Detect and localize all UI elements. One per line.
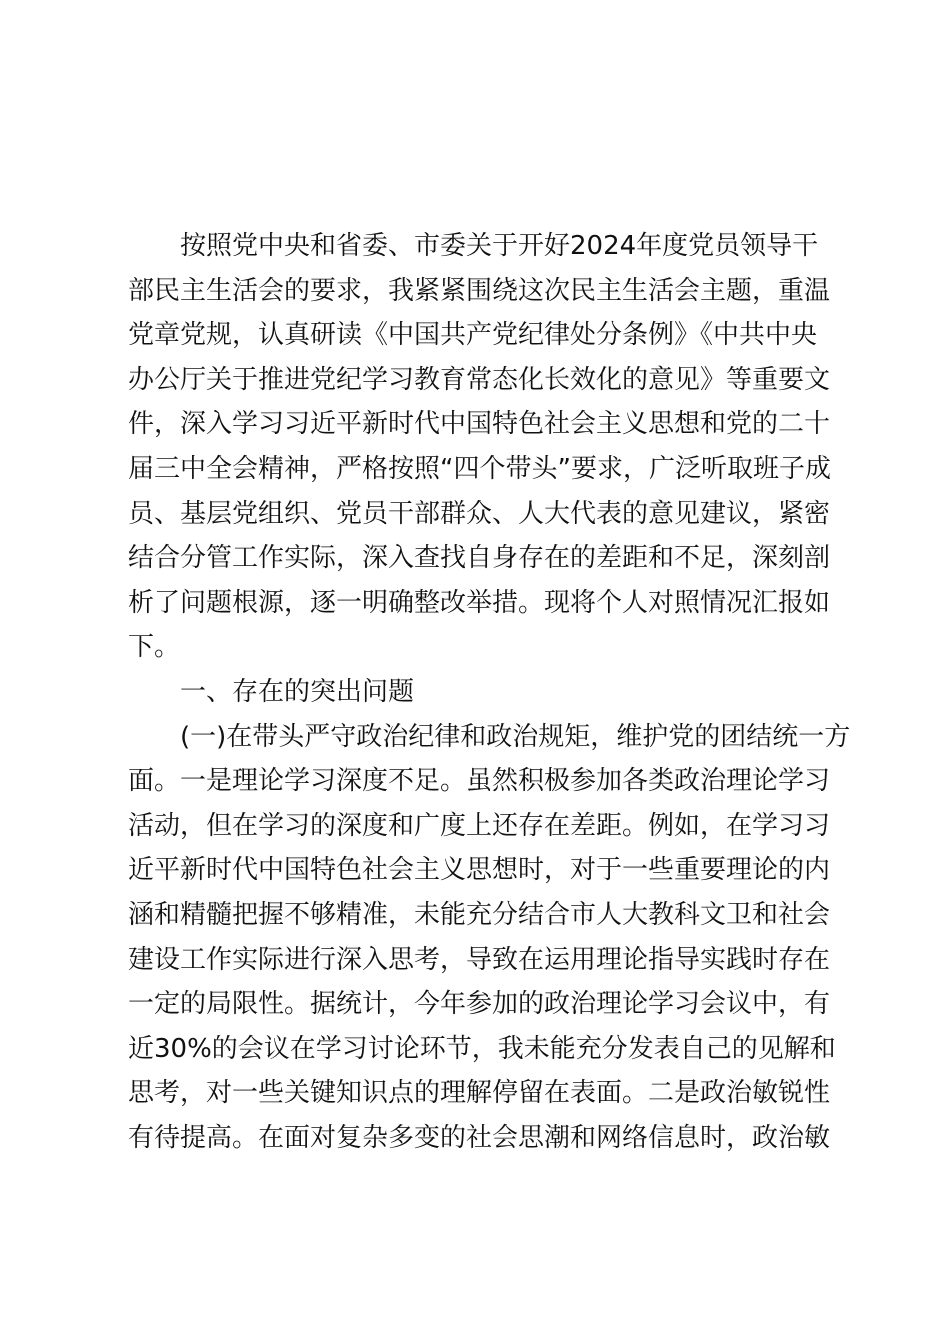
text-line: 办公厅关于推进党纪学习教育常态化长效化的意见》等重要文 — [128, 364, 831, 395]
text-line: 部民主生活会的要求，我紧紧围绕这次民主生活会主题，重温 — [128, 275, 831, 306]
text-line: 思考，对一些关键知识点的理解停留在表面。二是政治敏锐性 — [128, 1078, 831, 1109]
text-line: 析了问题根源，逐一明确整改举措。现将个人对照情况汇报如 — [128, 587, 831, 618]
text-line: 近30%的会议在学习讨论环节，我未能充分发表自己的见解和 — [128, 1033, 836, 1064]
text-line: 有待提高。在面对复杂多变的社会思潮和网络信息时，政治敏 — [128, 1122, 831, 1153]
text-line: (一)在带头严守政治纪律和政治规矩，维护党的团结统一方 — [180, 721, 851, 752]
text-line: 员、基层党组织、党员干部群众、人大代表的意见建议，紧密 — [128, 498, 831, 529]
text-line: 涵和精髓把握不够精准，未能充分结合市人大教科文卫和社会 — [128, 899, 831, 930]
text-line: 件，深入学习习近平新时代中国特色社会主义思想和党的二十 — [128, 409, 831, 440]
text-line: 近平新时代中国特色社会主义思想时，对于一些重要理论的内 — [128, 855, 831, 886]
text-line: 建设工作实际进行深入思考，导致在运用理论指导实践时存在 — [128, 944, 831, 975]
text-line: 一定的局限性。据统计，今年参加的政治理论学习会议中，有 — [128, 989, 831, 1020]
document-body — [128, 224, 851, 1160]
text-line: 一、存在的突出问题 — [180, 676, 415, 707]
text-line: 活动，但在学习的深度和广度上还存在差距。例如，在学习习 — [128, 810, 831, 841]
text-line: 党章党规，认真研读《中国共产党纪律处分条例》《中共中央 — [128, 320, 818, 351]
text-line: 结合分管工作实际，深入查找自身存在的差距和不足，深刻剖 — [128, 543, 831, 574]
text-line: 届三中全会精神，严格按照“四个带头”要求，广泛听取班子成 — [128, 453, 831, 484]
text-line: 下。 — [128, 632, 181, 663]
text-line: 面。一是理论学习深度不足。虽然积极参加各类政治理论学习 — [128, 766, 831, 797]
text-line: 按照党中央和省委、市委关于开好2024年度党员领导干 — [180, 231, 819, 261]
